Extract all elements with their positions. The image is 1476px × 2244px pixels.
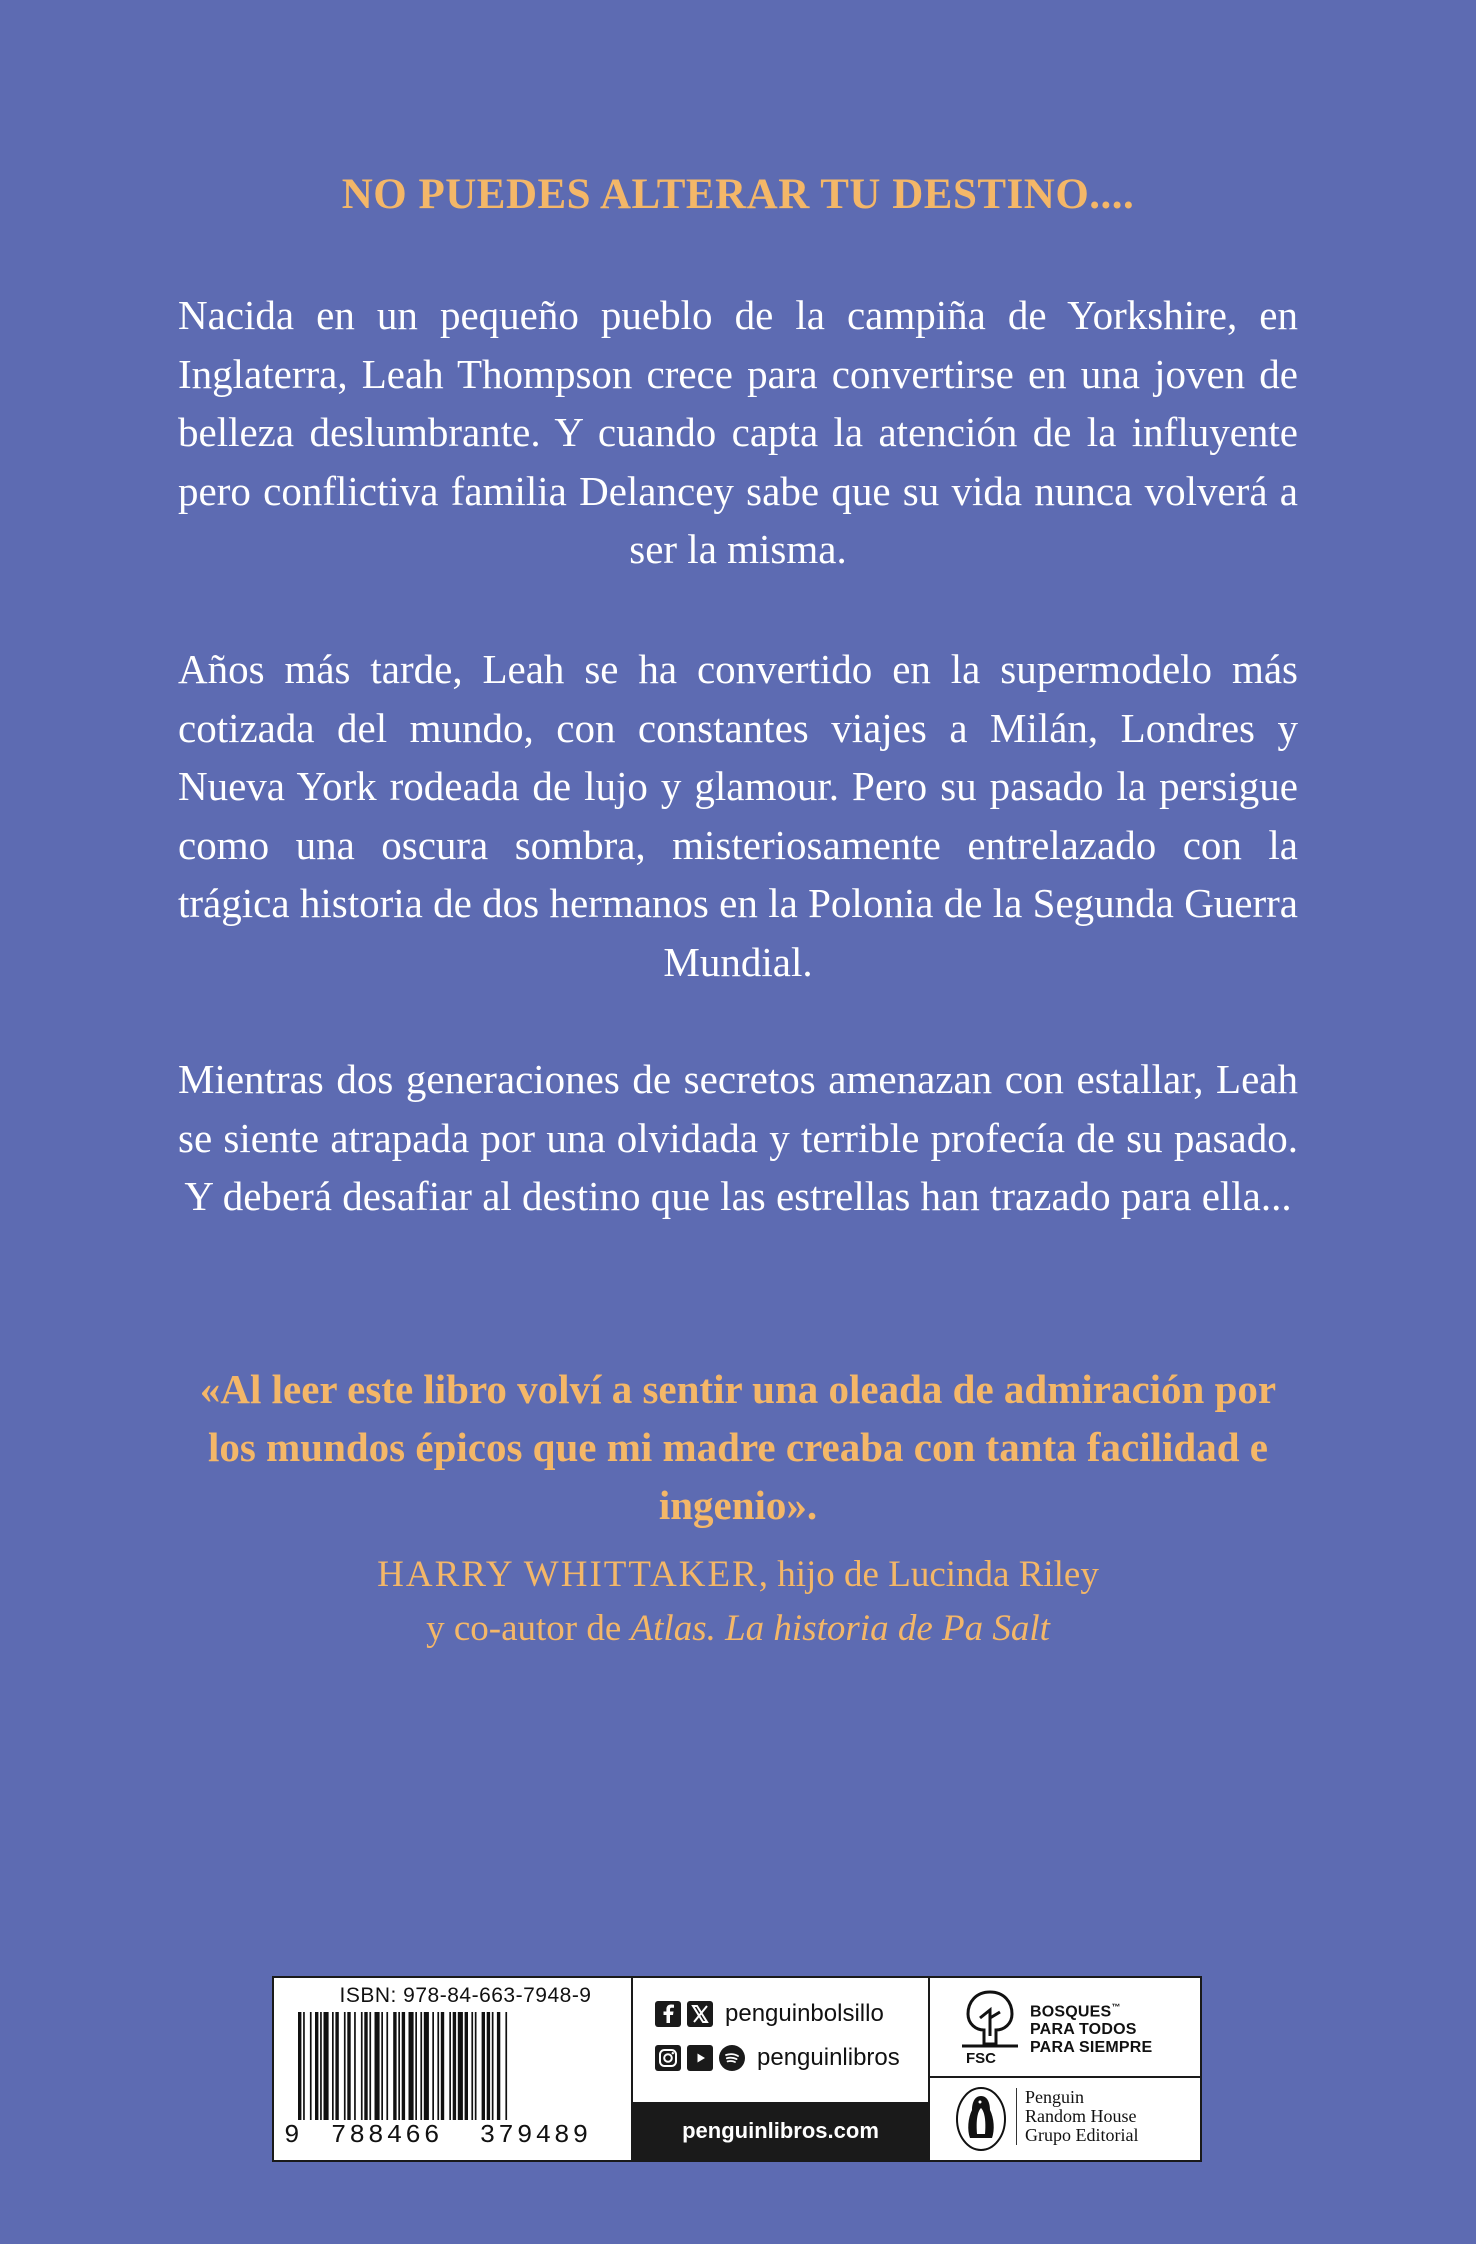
- barcode-bar: [505, 2012, 507, 2122]
- barcode-bar: [324, 2012, 329, 2122]
- fsc-line-3: PARA SIEMPRE: [1030, 2039, 1153, 2057]
- barcode-bar: [364, 2012, 367, 2122]
- barcode-bar: [320, 2012, 322, 2122]
- barcode-bar: [354, 2012, 356, 2122]
- barcode-bar: [347, 2012, 350, 2122]
- work-title: Atlas. La historia de Pa Salt: [630, 1608, 1050, 1649]
- synopsis-paragraph-2: Años más tarde, Leah se ha convertido en la supermodelo más cotizada del mundo, con constantes viajes a Milán, Londres y Nueva York rodeada de lujo y glamour. Pero su pasado la persigue como una oscura sombra, misteriosamente entrelazado con la trágica historia de dos hermanos en la Polonia de la Segunda Guerra Mundial.: [178, 646, 1298, 985]
- quote-attribution: [178, 1548, 1298, 1656]
- attribution-line-2: [178, 1602, 1298, 1656]
- barcode-bar: [453, 2012, 456, 2122]
- barcode-first-digit: 9: [284, 2120, 300, 2150]
- barcode-bar: [424, 2012, 429, 2122]
- handle-penguinlibros: penguinlibros: [757, 2044, 900, 2071]
- back-cover-info-box: [272, 1976, 1202, 2162]
- barcode-bar: [402, 2012, 405, 2122]
- penguin-logo-icon: [954, 2086, 1008, 2152]
- barcode-bar: [369, 2012, 371, 2122]
- barcode-bar: [298, 2012, 301, 2122]
- barcode-bar: [375, 2012, 380, 2122]
- synopsis-paragraph-1: Nacida en un pequeño pueblo de la campiña de Yorkshire, en Inglaterra, Leah Thompson crece para convertirse en una joven de belleza deslumbrante. Y cuando capta la atención de la influyente pero conflictiva familia Delancey sabe que su vida nunca volverá a ser la misma.: [178, 292, 1298, 572]
- fsc-label: FSC: [966, 2050, 996, 2067]
- youtube-icon: [687, 2045, 713, 2071]
- barcode-bar: [398, 2012, 400, 2122]
- barcode-bar: [458, 2012, 463, 2122]
- fsc-slogan: [1030, 1998, 1152, 2057]
- publisher-area: [930, 2078, 1200, 2160]
- barcode-bar: [381, 2012, 383, 2122]
- barcode-bar: [492, 2012, 494, 2122]
- barcode-bar: [471, 2012, 473, 2122]
- barcode-bar: [386, 2012, 388, 2122]
- publisher-line-1: Penguin: [1025, 2087, 1085, 2107]
- attribution-line-1: [178, 1548, 1298, 1602]
- barcode-bar: [420, 2012, 422, 2122]
- review-quote: «Al leer este libro volví a sentir una oleada de admiración por los mundos épicos que mi madre creaba con tanta facilidad e ingenio».: [199, 1366, 1277, 1528]
- tagline: NO PUEDES ALTERAR TU DESTINO....: [341, 171, 1135, 218]
- barcode-bar: [335, 2012, 338, 2122]
- fsc-area: [930, 1978, 1200, 2078]
- barcode-bar: [344, 2012, 346, 2122]
- barcode-number: 788466 379489: [330, 2120, 592, 2150]
- barcode-bar: [482, 2012, 485, 2122]
- x-icon: [687, 2001, 713, 2027]
- spotify-icon: [719, 2045, 745, 2071]
- barcode-bar: [415, 2012, 417, 2122]
- social-cell: [631, 1978, 928, 2160]
- social-row-libros: [655, 2044, 900, 2072]
- facebook-icon: [655, 2001, 681, 2027]
- publisher-name: [1016, 2088, 1138, 2145]
- barcode-bar: [361, 2012, 363, 2122]
- coauthor-prefix: y co-autor de: [426, 1608, 631, 1649]
- synopsis-paragraph-3: Mientras dos generaciones de secretos amenazan con estallar, Leah se siente atrapada por una olvidada y terrible profecía de su pasado. Y deberá desafiar al destino que las estrellas han trazado para ella...: [178, 1056, 1298, 1219]
- fsc-tm: ™: [1111, 2002, 1121, 2012]
- barcode-bar: [409, 2012, 414, 2122]
- barcode-bar: [465, 2012, 468, 2122]
- publisher-line-3: Grupo Editorial: [1025, 2125, 1139, 2145]
- social-row-bolsillo: [655, 2000, 884, 2028]
- barcode-bar: [332, 2012, 334, 2122]
- handle-penguinbolsillo: penguinbolsillo: [725, 2000, 884, 2027]
- publisher-line-2: Random House: [1025, 2106, 1137, 2126]
- isbn-label: ISBN: 978-84-663-7948-9: [339, 1984, 592, 2007]
- barcode-cell: [274, 1978, 631, 2160]
- instagram-icon: [655, 2045, 681, 2071]
- barcode-bar: [315, 2012, 318, 2122]
- fsc-line-1: BOSQUES: [1030, 2003, 1112, 2021]
- barcode-image: [288, 2012, 618, 2122]
- barcode-bar: [432, 2012, 434, 2122]
- barcode-digits: [284, 2120, 591, 2150]
- fsc-tree-icon: [956, 1988, 1024, 2050]
- barcode-bar: [437, 2012, 439, 2122]
- author-relation: , hijo de Lucinda Riley: [758, 1554, 1099, 1595]
- barcode-bar: [475, 2012, 477, 2122]
- barcode-bar: [393, 2012, 396, 2122]
- barcode-bar: [449, 2012, 451, 2122]
- quote-author: HARRY WHITTAKER: [377, 1554, 759, 1595]
- logos-cell: [928, 1978, 1200, 2160]
- website-bar: penguinlibros.com: [633, 2102, 928, 2160]
- fsc-line-2: PARA TODOS: [1030, 2021, 1137, 2039]
- barcode-bar: [303, 2012, 305, 2122]
- barcode-bar: [310, 2012, 312, 2122]
- barcode-bar: [441, 2012, 444, 2122]
- barcode-bar: [497, 2012, 500, 2122]
- barcode-bar: [487, 2012, 490, 2122]
